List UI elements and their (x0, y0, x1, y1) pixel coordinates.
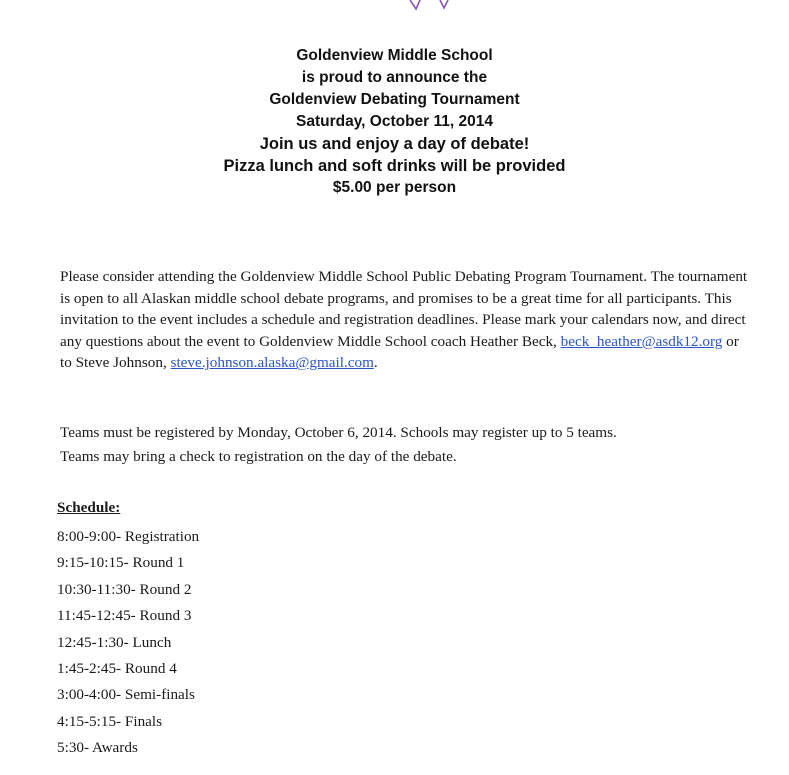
intro-text-2: or to Steve Johnson, (60, 332, 739, 372)
intro-text-1: Please consider attending the Goldenview Middle School Public Debating Program Tournament. The tournament is open to all Alaskan middle school debate programs, and promises to be a great time for all participants. This invitation to the event includes a schedule and registration deadlines. Please mark your calendars now, and direct any questions about the event to Goldenview Middle School coach Heather Beck, (60, 268, 748, 350)
schedule-item: 4:15-5:15- Finals (57, 712, 163, 730)
announcement-header (0, 45, 789, 199)
schedule-list (57, 524, 199, 762)
schedule-item: 1:45-2:45- Round 4 (57, 660, 177, 678)
intro-text-3: . (373, 354, 378, 372)
schedule-item: 8:00-9:00- Registration (57, 528, 200, 545)
registration-payment-line: Teams may bring a check to registration on the day of the debate. (60, 448, 457, 465)
intro-paragraph (60, 266, 750, 374)
schedule-item: 10:30-11:30- Round 2 (57, 580, 192, 598)
steve-johnson-email-link[interactable]: steve.johnson.alaska@gmail.com (170, 354, 374, 372)
price-line: $5.00 per person (332, 179, 457, 196)
schedule-item: 3:00-4:00- Semi-finals (57, 686, 195, 704)
schedule-item: 11:45-12:45- Round 3 (57, 607, 192, 625)
event-date-line: Saturday, October 11, 2014 (295, 113, 493, 130)
lunch-line: Pizza lunch and soft drinks will be provided (223, 157, 566, 175)
school-name-line: Goldenview Middle School (296, 47, 493, 64)
schedule-section (57, 496, 199, 762)
invitation-line: Join us and enjoy a day of debate! (259, 135, 530, 153)
announce-line: is proud to announce the (301, 69, 488, 86)
registration-paragraph (60, 421, 760, 469)
schedule-title: Schedule: (57, 499, 121, 516)
schedule-item: 12:45-1:30- Lunch (57, 633, 172, 651)
heather-beck-email-link[interactable]: beck_heather@asdk12.org (560, 332, 723, 350)
schedule-item: 9:15-10:15- Round 1 (57, 554, 185, 572)
tournament-name-line: Goldenview Debating Tournament (269, 91, 520, 108)
school-logo-fragment-icon (400, 0, 460, 12)
schedule-item: 5:30- Awards (57, 739, 138, 757)
registration-deadline-line: Teams must be registered by Monday, October 6, 2014. Schools may register up to 5 teams. (60, 424, 617, 441)
